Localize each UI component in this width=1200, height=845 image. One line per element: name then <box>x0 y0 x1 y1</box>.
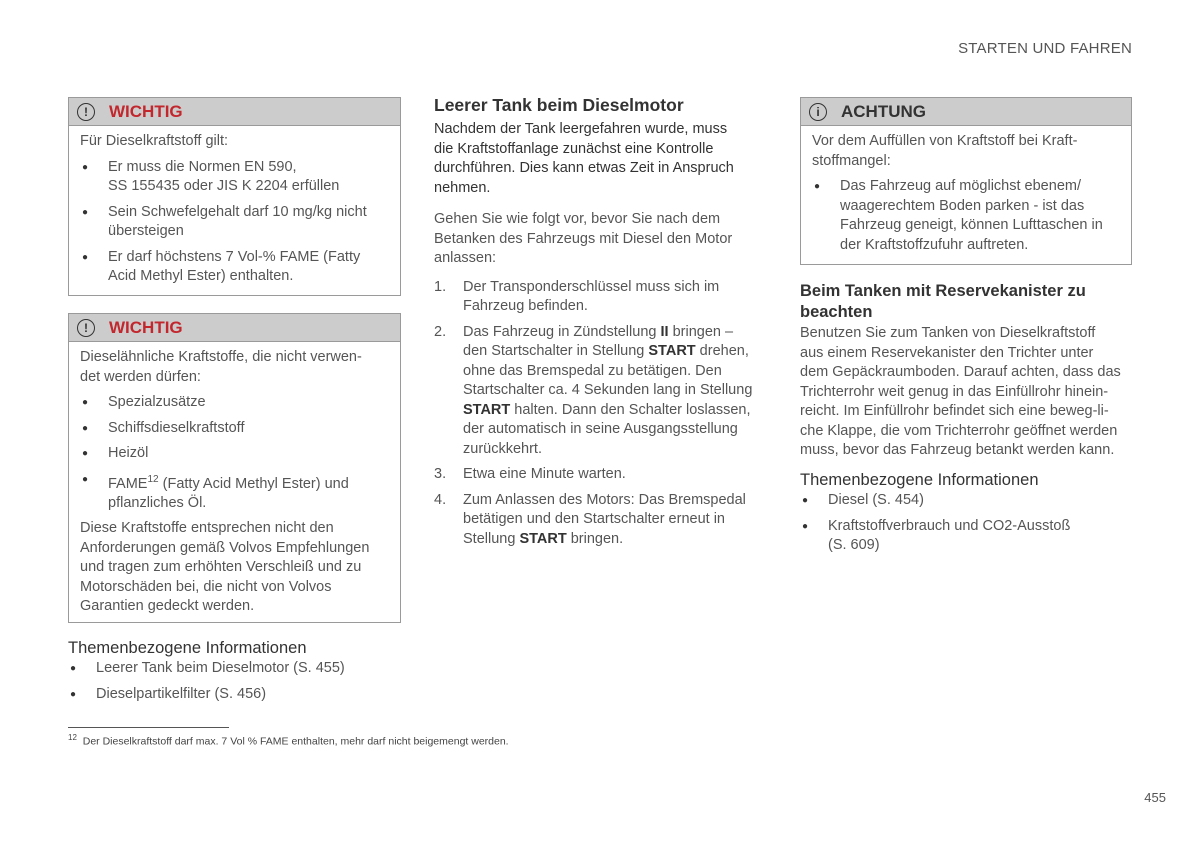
warning-box-forbidden-fuels <box>68 313 401 623</box>
warning-title: WICHTIG <box>109 101 183 121</box>
reserve-canister-section <box>800 281 1140 461</box>
list-item: ● Heizöl <box>80 444 389 464</box>
page-number: 455 <box>1144 790 1166 805</box>
related-info-right <box>800 471 1140 562</box>
list-item: ● Er muss die Normen EN 590, SS 155435 oder JIS K 2204 erfüllen <box>80 158 389 197</box>
footnote-marker: 12 <box>147 473 159 485</box>
steps-list <box>434 278 774 550</box>
warning-intro: Für Dieselkraftstoff gilt: <box>80 133 229 149</box>
caution-box-header <box>801 98 1131 126</box>
section-header: STARTEN UND FAHREN <box>958 40 1132 57</box>
exclamation-circle-icon: ! <box>77 319 95 337</box>
warning-body <box>69 342 400 631</box>
warning-intro: Dieselähnliche Kraftstoffe, die nicht verwen- det werden dürfen: <box>80 349 362 385</box>
related-info-list <box>800 491 1140 556</box>
footnote-mark: 12 <box>68 733 77 742</box>
step-item: 4. Zum Anlassen des Motors: Das Bremspedal betätigen und den Startschalter erneut in Stellung START bringen. <box>434 491 746 547</box>
related-info-title: Themenbezogene Informationen <box>68 639 307 657</box>
related-link[interactable]: ● Dieselpartikelfilter (S. 456) <box>68 685 401 705</box>
warning-box-fuel-specs <box>68 97 401 296</box>
step-item: 2. Das Fahrzeug in Zündstellung II bringen – den Startschalter in Stellung START drehen, ohne das Bremspedal zu betätigen. Den Startschalter ca. 4 Sekunden lang in Stellung START halten. Dann den Schalter loslassen, der automatisch in seine Ausgangsstellung zurückkehrt. <box>434 323 753 457</box>
caution-title: ACHTUNG <box>841 101 926 121</box>
section-title: Leerer Tank beim Dieselmotor <box>434 95 684 115</box>
footnote <box>68 733 509 748</box>
section-intro: Gehen Sie wie folgt vor, bevor Sie nach dem Betanken des Fahrzeugs mit Diesel den Motor anlassen: <box>434 211 733 266</box>
related-link[interactable]: ● Diesel (S. 454) <box>800 491 1140 511</box>
section-lead: Nachdem der Tank leergefahren wurde, muss die Kraftstoffanlage zunächst eine Kontrolle durchführen. Dies kann etwas Zeit in Anspruch nehmen. <box>434 121 734 196</box>
list-item: ● Das Fahrzeug auf möglichst ebenem/ waagerechtem Boden parken - ist das Fahrzeug geneigt, können Lufttaschen in der Kraftstoffzufuhr auftreten. <box>812 177 1120 255</box>
warning-list <box>80 158 389 287</box>
list-item: ● FAME$^{12}$ (Fatty Acid Methyl Ester) und pflanzliches Öl. <box>80 470 389 514</box>
list-item: ● Er darf höchstens 7 Vol-% FAME (Fatty Acid Methyl Ester) enthalten. <box>80 248 389 287</box>
warning-title: WICHTIG <box>109 317 183 337</box>
related-info-list <box>68 659 401 704</box>
footnote-divider <box>68 727 229 728</box>
subsection-body: Benutzen Sie zum Tanken von Dieselkraftstoff aus einem Reservekanister den Trichter unter dem Gepäckraumboden. Darauf achten, dass das Trichterrohr weit genug in das Einfüllrohr hinein- reicht. Im Einfüllrohr befindet sich eine beweg-li- che Klappe, die vom Trichterrohr geöffnet werden muss, bevor das Fahrzeug betankt werden kann. <box>800 325 1121 458</box>
subsection-title: Beim Tanken mit Reservekanister zu beachten <box>800 282 1086 321</box>
warning-body <box>69 126 400 301</box>
warning-box-header <box>69 314 400 342</box>
list-item: ● Schiffsdieselkraftstoff <box>80 419 389 439</box>
related-link[interactable]: ● Leerer Tank beim Dieselmotor (S. 455) <box>68 659 401 679</box>
caution-intro: Vor dem Auffüllen von Kraftstoff bei Kraft- stoffmangel: <box>812 133 1078 169</box>
step-item: 1. Der Transponderschlüssel muss sich im Fahrzeug befinden. <box>434 278 720 314</box>
footnote-text: Der Dieselkraftstoff darf max. 7 Vol % FAME enthalten, mehr darf nicht beigemengt werden. <box>82 735 509 748</box>
caution-body <box>801 126 1131 269</box>
caution-list <box>812 177 1120 255</box>
related-link[interactable]: ● Kraftstoffverbrauch und CO2-Ausstoß (S. 609) <box>800 517 1140 556</box>
list-item: ● Spezialzusätze <box>80 393 389 413</box>
related-info-left <box>68 639 401 710</box>
list-item: ● Sein Schwefelgehalt darf 10 mg/kg nicht übersteigen <box>80 203 389 242</box>
caution-box <box>800 97 1132 265</box>
warning-outro: Diese Kraftstoffe entsprechen nicht den Anforderungen gemäß Volvos Empfehlungen und tragen zum erhöhten Verschleiß und zu Motorschäden bei, die nicht von Volvos Garantien gedeckt werden. <box>80 520 370 615</box>
warning-list <box>80 393 389 513</box>
related-info-title: Themenbezogene Informationen <box>800 471 1039 489</box>
step-item: 3. Etwa eine Minute warten. <box>434 466 626 482</box>
empty-tank-section <box>434 95 774 555</box>
warning-box-header <box>69 98 400 126</box>
info-circle-icon: i <box>809 103 827 121</box>
exclamation-circle-icon: ! <box>77 103 95 121</box>
